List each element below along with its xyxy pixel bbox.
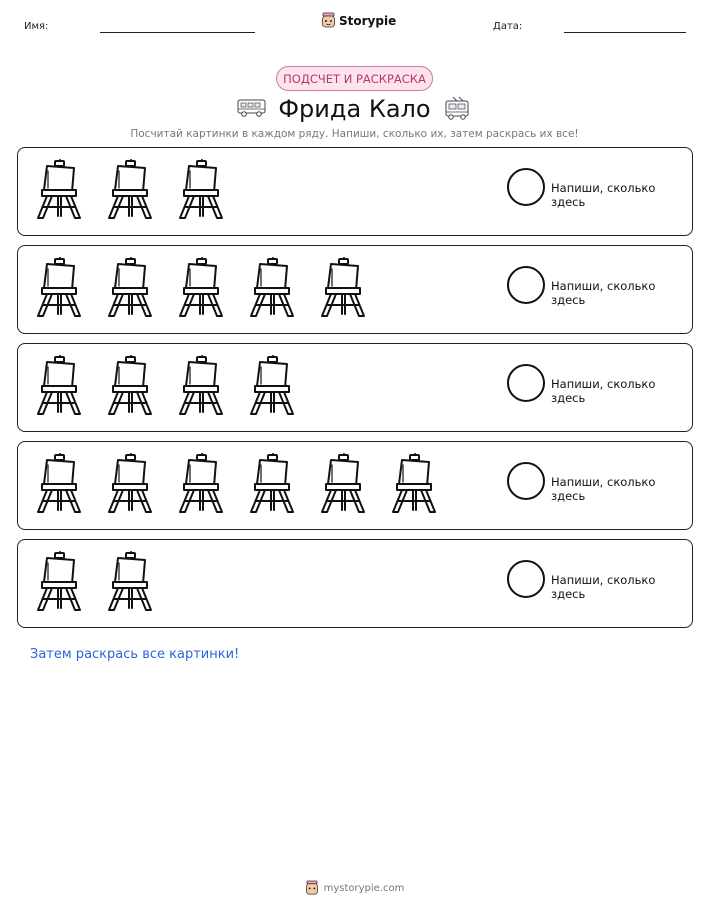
easel-icon[interactable] (172, 354, 231, 416)
answer-prompt: Напиши, сколько здесь (551, 181, 656, 209)
easel-icon[interactable] (172, 256, 231, 318)
easel-icon[interactable] (385, 452, 444, 514)
easel-icon[interactable] (314, 256, 373, 318)
date-field-line[interactable] (564, 32, 686, 33)
answer-prompt: Напиши, сколько здесь (551, 573, 656, 601)
answer-circle[interactable] (507, 266, 545, 304)
easel-icon[interactable] (30, 550, 89, 612)
worksheet-header (0, 0, 709, 50)
answer-circle[interactable] (507, 168, 545, 206)
easel-icon[interactable] (101, 354, 160, 416)
name-field-line[interactable] (100, 32, 255, 33)
easel-icon[interactable] (30, 256, 89, 318)
storypie-logo (321, 12, 396, 29)
row-pictures (30, 354, 302, 416)
counting-rows (17, 147, 693, 637)
easel-icon[interactable] (243, 452, 302, 514)
row-pictures (30, 158, 231, 220)
easel-icon[interactable] (101, 550, 160, 612)
easel-icon[interactable] (172, 158, 231, 220)
storypie-mascot-icon (321, 12, 336, 29)
title-row (0, 93, 709, 125)
answer-prompt: Напиши, сколько здесь (551, 475, 656, 503)
easel-icon[interactable] (30, 354, 89, 416)
page-title: Фрида Кало (278, 95, 431, 123)
instruction-text: Посчитай картинки в каждом ряду. Напиши, сколько их, затем раскрась их все! (130, 128, 579, 140)
count-row (17, 245, 693, 334)
easel-icon[interactable] (243, 256, 302, 318)
count-row (17, 147, 693, 236)
easel-icon[interactable] (101, 158, 160, 220)
worksheet-type-badge: ПОДСЧЕТ И РАСКРАСКА (276, 66, 433, 91)
count-row (17, 441, 693, 530)
count-row (17, 539, 693, 628)
row-pictures (30, 452, 444, 514)
easel-icon[interactable] (243, 354, 302, 416)
answer-circle[interactable] (507, 364, 545, 402)
easel-icon[interactable] (30, 158, 89, 220)
answer-circle[interactable] (507, 560, 545, 598)
row-pictures (30, 550, 160, 612)
easel-icon[interactable] (172, 452, 231, 514)
date-label: Дата: (493, 21, 523, 32)
count-row (17, 343, 693, 432)
answer-prompt: Напиши, сколько здесь (551, 377, 656, 405)
storypie-mascot-icon (305, 880, 319, 896)
row-pictures (30, 256, 373, 318)
footer-url: mystorypie.com (323, 882, 405, 894)
easel-icon[interactable] (101, 452, 160, 514)
page-footer (0, 880, 709, 896)
brand-name: Storypie (339, 13, 397, 28)
trolleybus-icon (443, 96, 471, 122)
easel-icon[interactable] (314, 452, 373, 514)
color-instruction: Затем раскрась все картинки! (30, 647, 240, 662)
easel-icon[interactable] (101, 256, 160, 318)
answer-circle[interactable] (507, 462, 545, 500)
name-label: Имя: (24, 21, 49, 32)
answer-prompt: Напиши, сколько здесь (551, 279, 656, 307)
easel-icon[interactable] (30, 452, 89, 514)
